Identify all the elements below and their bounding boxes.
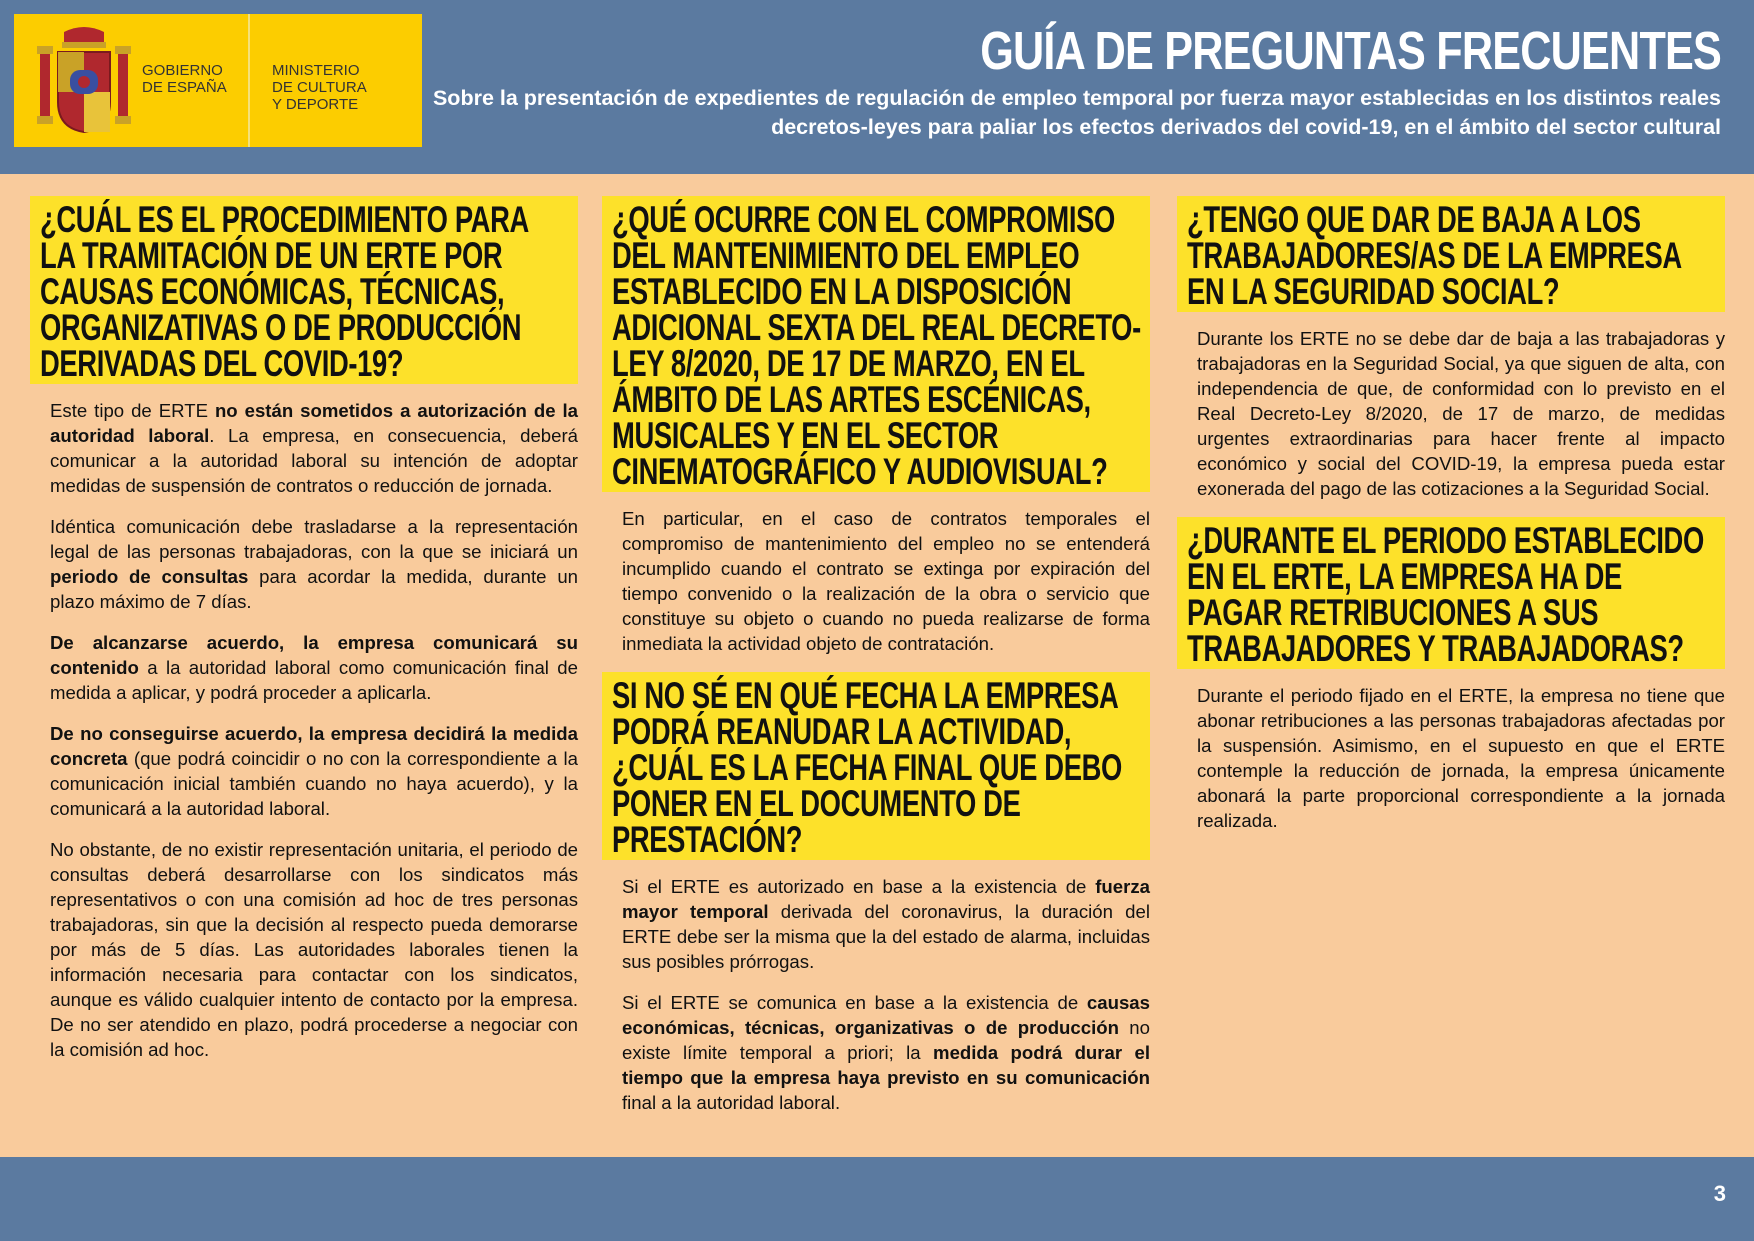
header-band: [0, 0, 1754, 174]
question-heading: SI NO SÉ EN QUÉ FECHA LA EMPRESA PODRÁ REANUDAR LA ACTIVIDAD, ¿CUÁL ES LA FECHA FINAL QUE DEBO PONER EN EL DOCUMENTO DE PRESTACIÓN?: [612, 675, 1122, 860]
text-run: no existe límite temporal a priori; la: [622, 1017, 1150, 1063]
bold-text-run: no están sometidos a autorización de la autoridad laboral: [50, 400, 578, 446]
page-title: GUÍA DE PREGUNTAS FRECUENTES: [980, 21, 1721, 81]
answer-paragraph: [30, 514, 578, 614]
question-box: [30, 196, 578, 384]
answer-paragraph: [30, 398, 578, 498]
text-run: Si el ERTE se comunica en base a la existencia de: [622, 992, 1087, 1013]
column-1: [30, 196, 578, 1078]
question-heading: ¿DURANTE EL PERIODO ESTABLECIDO EN EL ERTE, LA EMPRESA HA DE PAGAR RETRIBUCIONES A SUS TRABAJADORES Y TRABAJADORAS?: [1187, 520, 1704, 669]
bold-text-run: fuerza mayor temporal: [622, 876, 1150, 922]
answer-paragraph: [602, 874, 1150, 974]
answer-paragraph: [1177, 326, 1725, 501]
logo-divider: [248, 14, 250, 147]
question-heading: ¿TENGO QUE DAR DE BAJA A LOS TRABAJADORES/AS DE LA EMPRESA EN LA SEGURIDAD SOCIAL?: [1187, 199, 1681, 312]
answer-paragraph: [602, 990, 1150, 1115]
page-subtitle: Sobre la presentación de expedientes de regulación de empleo temporal por fuerza mayor establecidas en los distintos reales decretos-leyes para paliar los efectos derivados del covid-19, en el ámbito del sector cultural: [432, 86, 1721, 139]
text-run: Este tipo de ERTE: [50, 400, 215, 421]
text-run: derivada del coronavirus, la duración del ERTE debe ser la misma que la del estado de alarma, incluidas sus posibles prórrogas.: [622, 901, 1150, 972]
text-run: Idéntica comunicación debe trasladarse a la representación legal de las personas trabajadoras, con la que se iniciará un: [50, 516, 578, 562]
bold-text-run: periodo de consultas: [50, 566, 249, 587]
text-run: Durante el periodo fijado en el ERTE, la empresa no tiene que abonar retribuciones a las personas trabajadoras afectadas por la suspensión. Asimismo, en el supuesto en que el ERTE contemple la reducción de jornada, la empresa únicamente abonará la parte proporcional correspondiente a la jornada realizada.: [1197, 685, 1725, 831]
question-box: [602, 672, 1150, 860]
question-box: [1177, 517, 1725, 669]
question-heading: ¿QUÉ OCURRE CON EL COMPROMISO DEL MANTENIMIENTO DEL EMPLEO ESTABLECIDO EN LA DISPOSICIÓN ADICIONAL SEXTA DEL REAL DECRETO-LEY 8/2020, DE 17 DE MARZO, EN EL ÁMBITO DE LAS ARTES ESCÉNICAS, MUSICALES Y EN EL SECTOR CINEMATOGRÁFICO Y AUDIOVISUAL?: [612, 199, 1141, 492]
text-run: para acordar la medida, durante un plazo máximo de 7 días.: [50, 566, 578, 612]
text-run: . La empresa, en consecuencia, deberá comunicar a la autoridad laboral su intención de adoptar medidas de suspensión de contratos o reducción de jornada.: [50, 425, 578, 496]
bold-text-run: De no conseguirse acuerdo, la empresa decidirá la medida concreta: [50, 723, 578, 769]
question-heading: ¿CUÁL ES EL PROCEDIMIENTO PARA LA TRAMITACIÓN DE UN ERTE POR CAUSAS ECONÓMICAS, TÉCNICAS, ORGANIZATIVAS O DE PRODUCCIÓN DERIVADAS DEL COVID-19?: [40, 199, 528, 384]
answer-paragraph: [30, 630, 578, 705]
footer-band: [0, 1157, 1754, 1241]
gobierno-espana-text: GOBIERNO DE ESPAÑA: [142, 62, 227, 96]
column-3: [1177, 196, 1725, 849]
answer-paragraph: [30, 721, 578, 821]
text-run: No obstante, de no existir representación unitaria, el periodo de consultas deberá desarrollarse con los sindicatos más representativos o con una comisión ad hoc de tres personas trabajadoras, sin que la decisión al respecto pueda demorarse por más de 5 días. Las autoridades laborales tienen la información necesaria para contactar con los sindicatos, aunque es válido cualquier intento de contacto por la empresa. De no ser atendido en plazo, podrá procederse a negociar con la comisión ad hoc.: [50, 839, 578, 1060]
question-box: [602, 196, 1150, 492]
bold-text-run: medida podrá durar el tiempo que la empresa haya previsto en su comunicación: [622, 1042, 1151, 1088]
answer-paragraph: [30, 837, 578, 1062]
column-2: [602, 196, 1150, 1131]
text-run: Si el ERTE es autorizado en base a la existencia de: [622, 876, 1096, 897]
text-run: final a la autoridad laboral.: [622, 1092, 841, 1113]
answer-paragraph: [602, 506, 1150, 656]
page-number: 3: [1713, 1181, 1726, 1206]
text-run: Durante los ERTE no se debe dar de baja a las trabajadoras y trabajadoras en la Seguridad Social, ya que siguen de alta, con independencia de que, de conformidad con lo previsto en el Real Decreto-Ley 8/2020, de 17 de marzo, de medidas urgentes extraordinarias para hacer frente al impacto económico y social del COVID-19, la empresa pueda estar exonerada del pago de las cotizaciones a la Seguridad Social.: [1197, 328, 1725, 499]
text-run: (que podrá coincidir o no con la correspondiente a la comunicación inicial también cuando no haya acuerdo), y la comunicará a la autoridad laboral.: [50, 748, 578, 819]
bold-text-run: causas económicas, técnicas, organizativas o de producción: [622, 992, 1150, 1038]
government-logo: [14, 14, 422, 147]
question-box: [1177, 196, 1725, 312]
bold-text-run: De alcanzarse acuerdo, la empresa comunicará su contenido: [50, 632, 578, 678]
answer-paragraph: [1177, 683, 1725, 833]
ministerio-text: MINISTERIO DE CULTURA Y DEPORTE: [272, 62, 367, 113]
text-run: En particular, en el caso de contratos temporales el compromiso de mantenimiento del empleo no se entenderá incumplido cuando el contrato se extinga por expiración del tiempo convenido o la realización de la obra o servicio que constituye su objeto o cuando no pueda realizarse de forma inmediata la actividad objeto de contratación.: [622, 508, 1150, 654]
spain-coat-of-arms-icon: [34, 24, 134, 136]
text-run: a la autoridad laboral como comunicación final de medida a aplicar, y podrá proceder a aplicarla.: [50, 657, 578, 703]
